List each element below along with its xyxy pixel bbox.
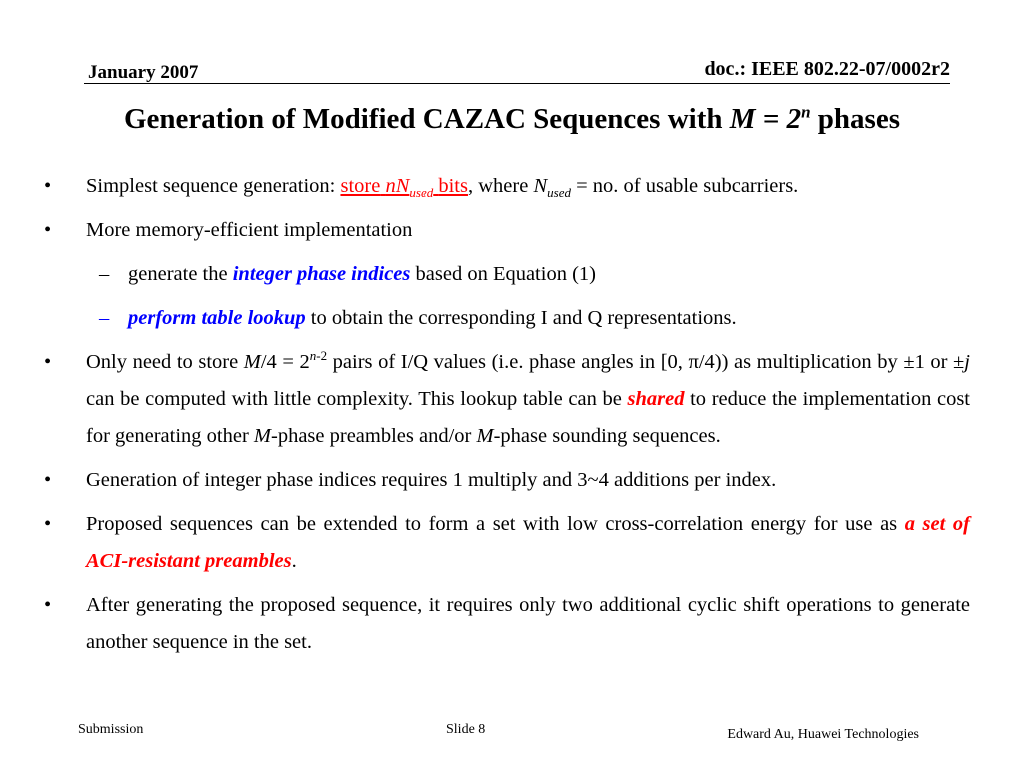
bullet-marker: • [44, 351, 52, 373]
dash-marker: – [99, 307, 110, 329]
b1-mid: , where [467, 175, 534, 197]
s2-highlight: perform table lookup [128, 307, 306, 329]
b1-post: = no. of usable subcarriers. [570, 175, 799, 197]
b1-n: nN [385, 175, 410, 197]
b1-sub: used [409, 185, 434, 201]
b3-m3: M [476, 425, 494, 447]
s1-pre: generate the [128, 263, 233, 285]
b6-text: After generating the proposed sequence, it requires only two additional cyclic shift operations to generate another sequence in the set. [86, 594, 970, 653]
title-var-m: M [729, 103, 756, 135]
title-exp: n [801, 102, 811, 122]
b3-t2: /4 = 2 [260, 351, 310, 373]
b3-t4: can be computed with little complexity. This lookup table can be [86, 388, 628, 410]
footer-slide-number: Slide 8 [446, 722, 486, 737]
title-tail: phases [817, 103, 900, 135]
title-text: Generation of Modified CAZAC Sequences with [123, 103, 723, 135]
subbullet-2 [40, 300, 970, 337]
b5-pre: Proposed sequences can be extended to form a set with low cross-correlation energy for use as [86, 513, 905, 535]
b1-store: store [340, 175, 381, 197]
b3-t1: Only need to store [86, 351, 244, 373]
b3-j: j [964, 351, 970, 373]
b5-highlight: a set of ACI-resistant preambles [86, 513, 970, 572]
b1-var-n: N [533, 175, 548, 197]
bullet-1 [40, 168, 970, 205]
footer-author: Edward Au, Huawei Technologies [727, 727, 919, 742]
b3-sup-rest: -2 [316, 348, 328, 364]
b3-shared: shared [627, 388, 685, 410]
s1-post: based on Equation (1) [410, 263, 596, 285]
bullet-marker: • [44, 513, 52, 535]
bullet-2 [40, 212, 970, 249]
b3-t5: to reduce the implementation cost for generating other [86, 388, 970, 447]
b5-post: . [291, 550, 297, 572]
b1-pre: Simplest sequence generation: [86, 175, 341, 197]
bullet-marker: • [44, 175, 52, 197]
slide-body [40, 166, 970, 661]
bullet-3 [40, 344, 970, 455]
b1-bits: bits [438, 175, 468, 197]
subbullet-1 [40, 256, 970, 293]
b1-var-sub: used [547, 185, 571, 201]
bullet-4 [40, 462, 970, 499]
header-date: January 2007 [88, 62, 199, 83]
b3-t3: pairs of I/Q values (i.e. phase angles in [0, π/4)) as multiplication by ±1 or ± [327, 351, 965, 373]
b3-t6: -phase preambles and/or [271, 425, 477, 447]
b1-highlight [340, 175, 468, 201]
doc-number: doc.: IEEE 802.22-07/0002r2 [704, 58, 950, 80]
header-rule [84, 83, 950, 84]
b3-m2: M [253, 425, 271, 447]
b2-text: More memory-efficient implementation [86, 219, 413, 241]
title-eq: = 2 [755, 103, 802, 135]
b3-m1: M [243, 351, 261, 373]
bullet-5 [40, 506, 970, 580]
footer-submission: Submission [78, 722, 144, 737]
b3-t7: -phase sounding sequences. [493, 425, 721, 447]
bullet-marker: • [44, 469, 52, 491]
bullet-marker: • [44, 594, 52, 616]
s2-post: to obtain the corresponding I and Q representations. [305, 307, 737, 329]
b3-sup-n: n [309, 348, 317, 364]
slide-title [0, 103, 1024, 136]
s1-highlight: integer phase indices [232, 263, 411, 285]
dash-marker: – [99, 263, 110, 285]
bullet-marker: • [44, 219, 52, 241]
bullet-6 [40, 587, 970, 661]
b4-text: Generation of integer phase indices requires 1 multiply and 3~4 additions per index. [86, 469, 777, 491]
